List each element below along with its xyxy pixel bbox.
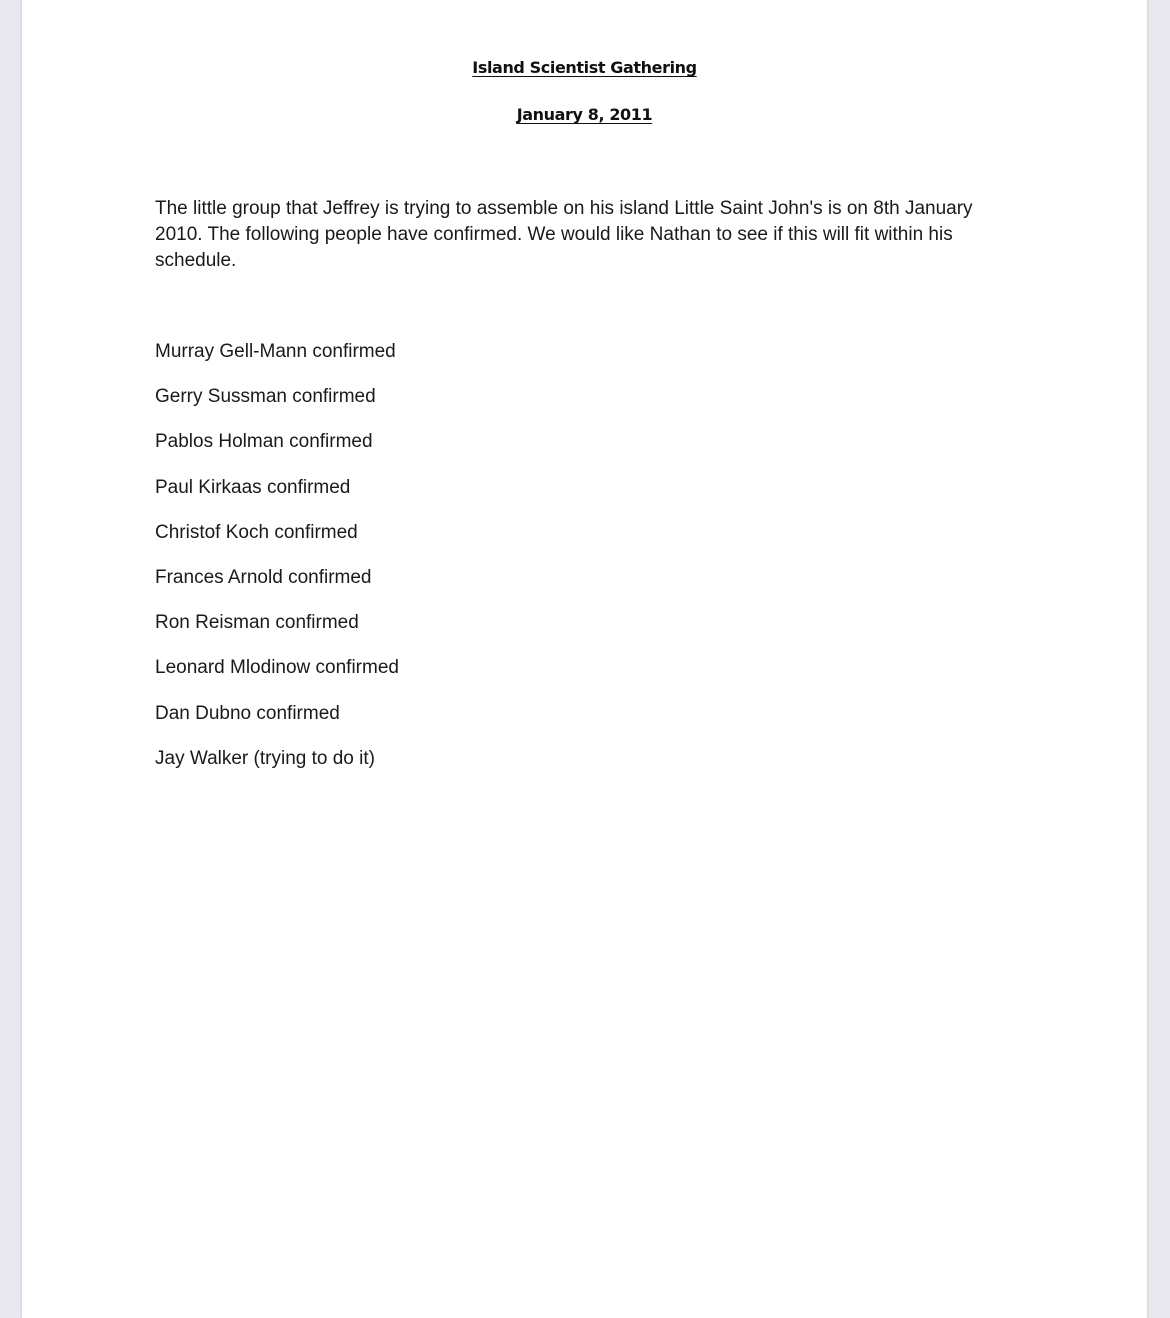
attendee-item: Dan Dubno confirmed <box>155 702 340 724</box>
document-date: January 8, 2011 <box>516 105 653 124</box>
document-page <box>22 0 1147 1318</box>
attendee-item: Gerry Sussman confirmed <box>155 386 376 408</box>
attendee-item: Leonard Mlodinow confirmed <box>155 657 399 679</box>
attendee-item: Pablos Holman confirmed <box>155 431 373 453</box>
document-title: Island Scientist Gathering <box>472 58 697 77</box>
attendee-item: Christof Koch confirmed <box>155 521 358 543</box>
attendee-item: Paul Kirkaas confirmed <box>155 476 351 498</box>
intro-paragraph: The little group that Jeffrey is trying to assemble on his island Little Saint John's is on 8th January 2010. The following people have confirmed. We would like Nathan to see if this will fit within his schedule. <box>155 198 973 271</box>
attendee-item: Jay Walker (trying to do it) <box>155 747 375 769</box>
attendee-list <box>155 339 399 791</box>
attendee-item: Murray Gell-Mann confirmed <box>155 341 396 362</box>
attendee-item: Frances Arnold confirmed <box>155 566 372 588</box>
attendee-item: Ron Reisman confirmed <box>155 612 359 634</box>
